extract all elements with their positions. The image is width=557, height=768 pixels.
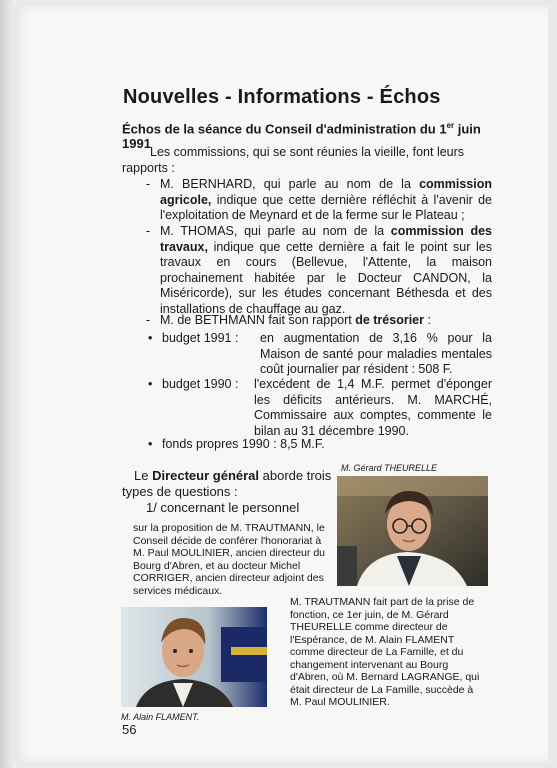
report-prefix: M. BERNHARD, qui parle au nom de la <box>160 177 420 191</box>
dash-marker: - <box>146 177 151 191</box>
director-intro <box>122 468 337 500</box>
report-item <box>146 177 492 224</box>
report-suffix: indique que cette dernière réfléchit à l'avenir de l'exploitation de Meynard et de la ferme sur le Plateau ; <box>160 192 492 222</box>
honorariat-paragraph: sur la proposition de M. TRAUTMANN, le Conseil décide de conférer l'honorariat à M. Paul MOULINIER, ancien directeur du Bourg d'Abren, et au docteur Michel CORRIGER, ancien directeur adjoint des services médicaux. <box>133 522 325 597</box>
report-text <box>146 177 492 224</box>
caption-flament: M. Alain FLAMENT. <box>121 712 200 722</box>
treasury-label: budget 1990 : <box>162 377 239 391</box>
treasury-item <box>148 331 492 377</box>
director-bold: Directeur général <box>152 468 260 483</box>
subtitle-superscript: er <box>446 121 455 130</box>
intro-paragraph: Les commissions, qui se sont réunies la vieille, font leurs rapports : <box>122 145 465 175</box>
report-text <box>146 313 492 329</box>
treasury-description: en augmentation de 3,16 % pour la Maison de santé pour maladies mentales coût journalier par résident : 508 F. <box>260 331 492 376</box>
page-number: 56 <box>122 722 137 737</box>
report-suffix: : <box>423 313 431 327</box>
treasury-label: budget 1991 : <box>162 331 239 345</box>
caption-theurelle: M. Gérard THEURELLE <box>341 463 438 473</box>
bullet-marker: • <box>148 377 153 391</box>
report-prefix: M. de BETHMANN fait son rapport <box>160 313 356 327</box>
prise-de-fonction-paragraph: M. TRAUTMANN fait part de la prise de fonction, ce 1er juin, de M. Gérard THEURELLE comme directeur de l'Espérance, de M. Alain FLAMENT comme directeur de La Famille, et du changement intervenant au Bourg d'Abren, où M. Bernard LAGRANGE, qui était directeur de La Famille, succède à M. Paul MOULINIER. <box>290 596 480 708</box>
subtitle-main: Échos de la séance du Conseil d'administration du 1 <box>122 121 447 137</box>
director-pre: Le <box>134 468 153 483</box>
report-prefix: M. THOMAS, qui parle au nom de la <box>160 224 391 238</box>
dash-marker: - <box>146 224 151 238</box>
report-item <box>146 224 492 317</box>
bullet-marker: • <box>148 331 153 345</box>
director-post: aborde trois types de questions : <box>122 468 332 499</box>
photo-flament <box>121 607 267 707</box>
treasury-label: fonds propres 1990 : 8,5 M.F. <box>162 437 325 451</box>
report-bold: de trésorier <box>355 313 424 327</box>
concern-heading: 1/ concernant le personnel <box>146 500 300 515</box>
dash-marker: - <box>146 313 151 327</box>
treasury-description: l'excédent de 1,4 M.F. permet d'éponger les déficits antérieurs. M. MARCHÉ, Commissaire aux comptes, commente le bilan au 31 décembre 1990. <box>254 377 492 438</box>
treasury-item <box>148 377 492 437</box>
report-suffix: indique que cette dernière a fait le point sur les travaux en cours (Bellevue, l'Attente, la maison prochainement habitée par le Docteur CANDON, la Miséricorde), sur les études concernant Béthesda et des installations de chauffage au gaz. <box>160 239 492 316</box>
bullet-marker: • <box>148 437 153 451</box>
report-bold: commission agricole, <box>160 177 492 207</box>
page-title: Nouvelles - Informations - Échos <box>123 86 441 108</box>
report-bold: commission des travaux, <box>160 224 493 254</box>
portrait-flament-image <box>121 607 267 707</box>
report-text <box>146 224 492 317</box>
portrait-theurelle-image <box>337 476 488 586</box>
photo-theurelle <box>337 476 488 586</box>
subtitle-end: juin 1991 <box>122 121 481 152</box>
treasury-item <box>148 437 492 453</box>
report-item <box>146 313 492 329</box>
